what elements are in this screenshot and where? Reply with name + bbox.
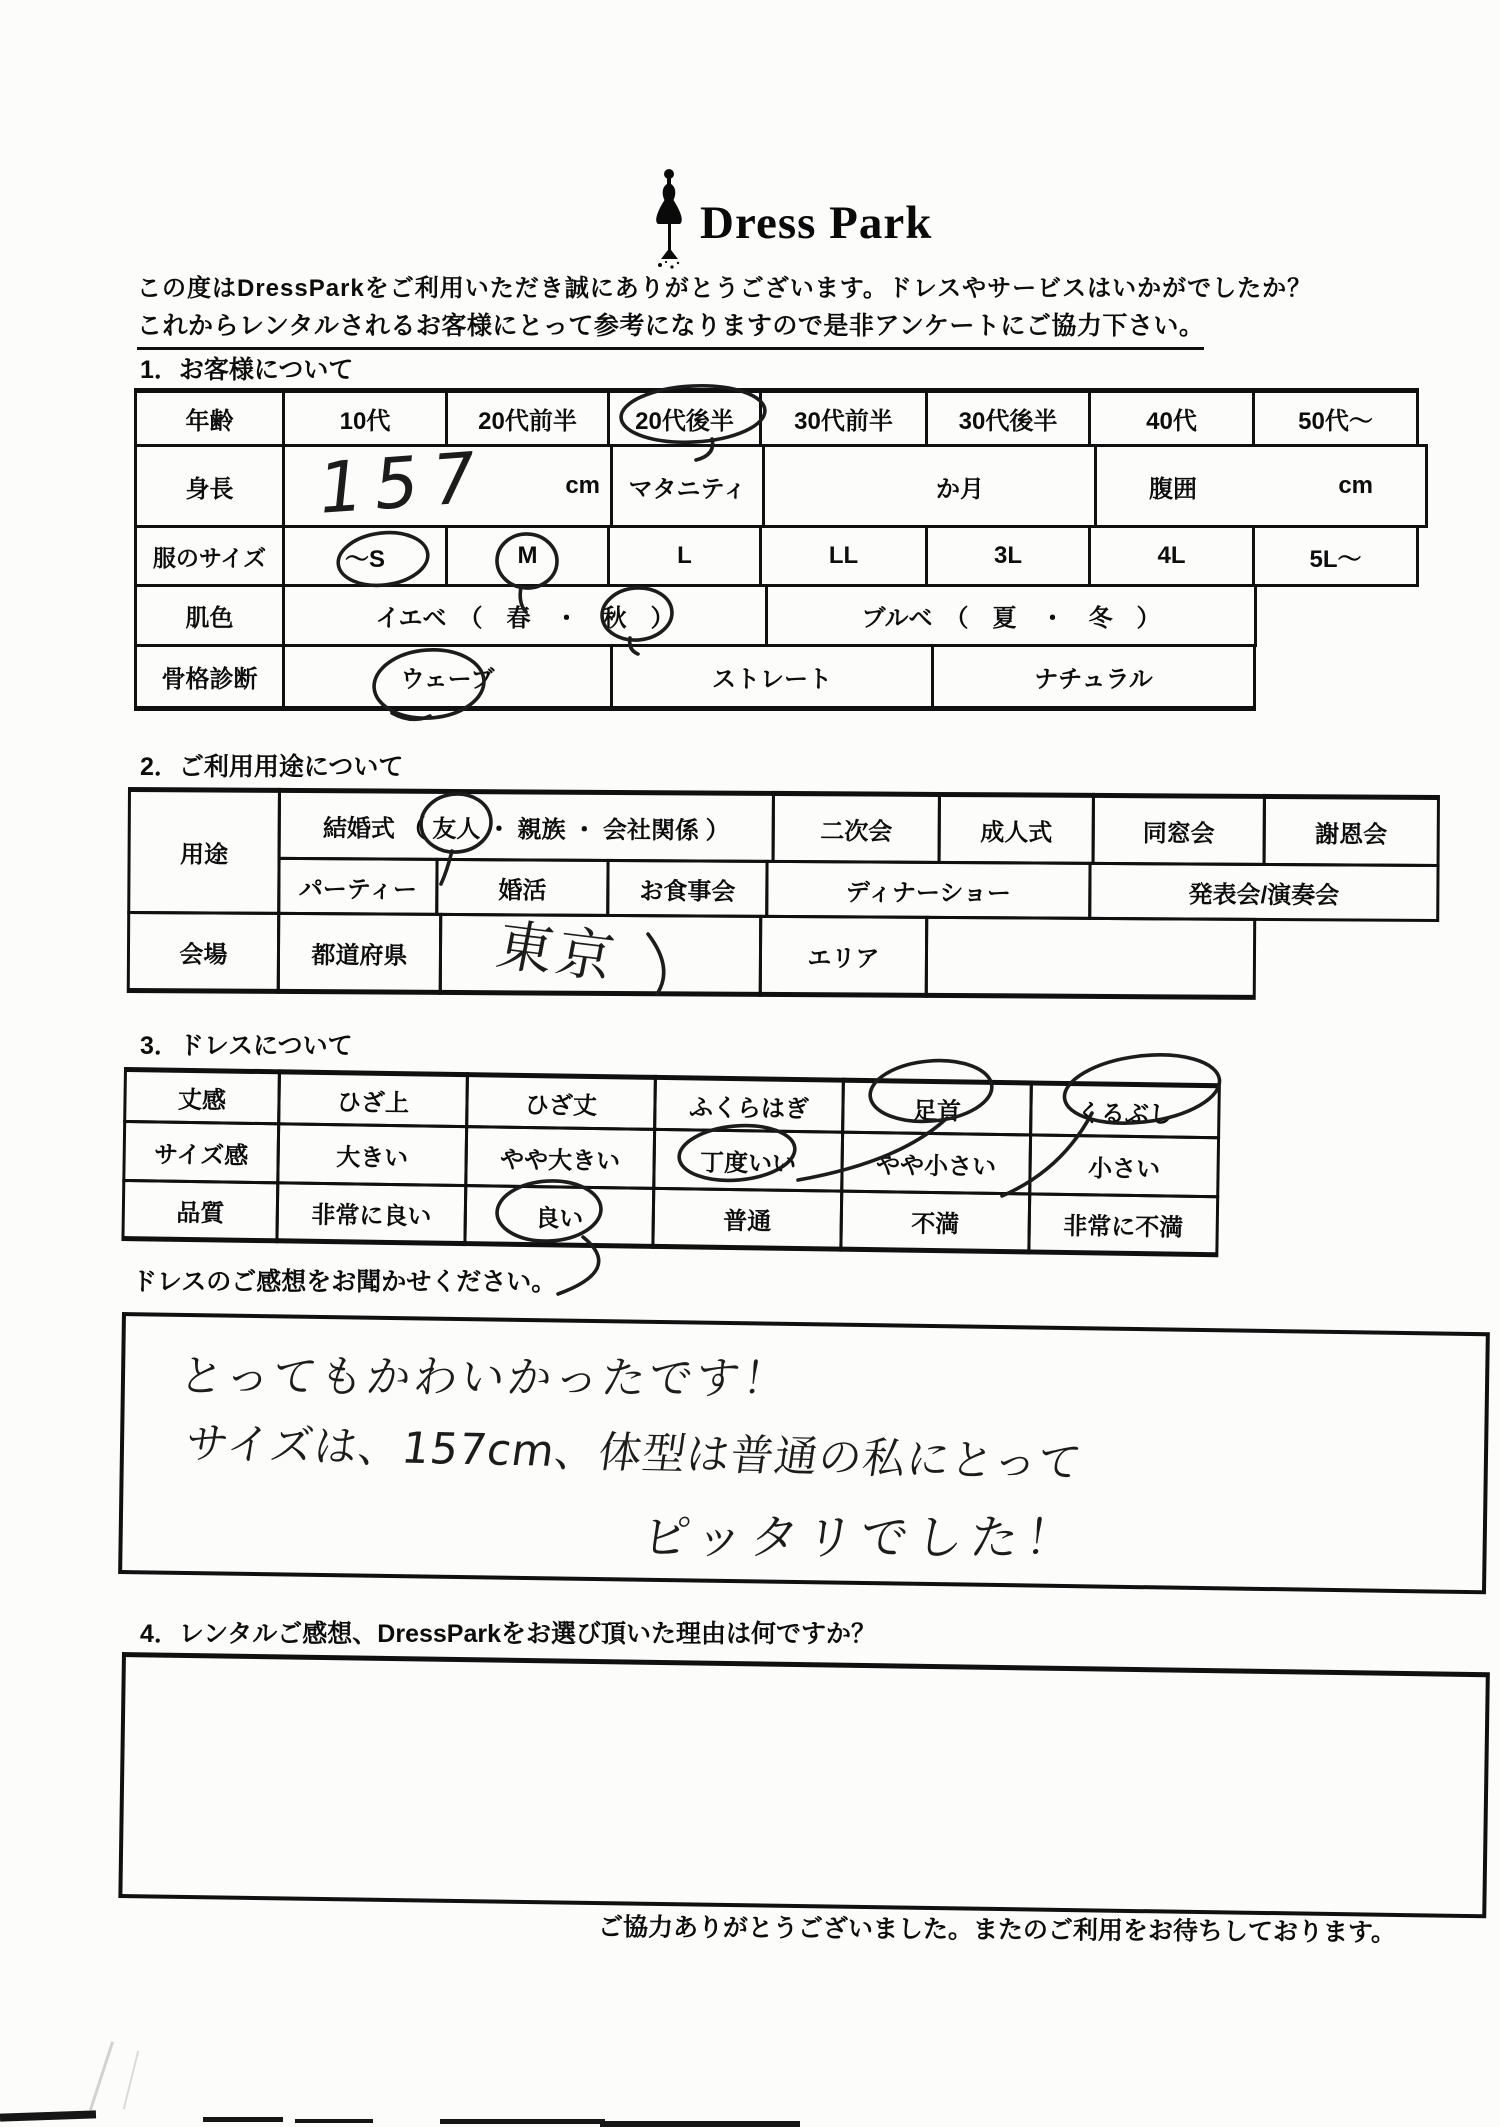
- purpose-option-afterparty: 二次会: [772, 791, 941, 864]
- skin-tone-row: [134, 584, 1428, 647]
- length-option-knee: ひざ丈: [465, 1072, 657, 1131]
- customer-info-table: [134, 388, 1428, 711]
- prefecture-label-cell: 都道府県: [277, 912, 442, 995]
- dress-table: [121, 1067, 1220, 1257]
- frame-option-wave: ウェーブ: [282, 644, 613, 711]
- age-row: [134, 388, 1428, 447]
- frame-label-cell: 骨格診断: [134, 644, 285, 711]
- logo: [650, 168, 932, 272]
- fit-option-bit-small: やや小さい: [840, 1131, 1032, 1196]
- purpose-option-party: パーティー: [277, 857, 438, 916]
- length-label-cell: 丈感: [123, 1067, 281, 1125]
- size-option-m: M: [445, 525, 610, 587]
- purpose-option-reunion: 同窓会: [1092, 793, 1266, 866]
- quality-label-cell: 品質: [121, 1179, 279, 1243]
- section3-heading: 3．ドレスについて: [140, 1032, 353, 1060]
- age-option-50s: 50代～: [1252, 388, 1419, 447]
- size-option-5l: 5L～: [1252, 525, 1419, 587]
- scan-artifact: [0, 2110, 96, 2121]
- girth-unit: cm: [1338, 472, 1373, 499]
- skin-option-yellow-base: イエベ （ 春 ・ 秋 ）: [282, 584, 768, 647]
- age-option-10s: 10代: [282, 388, 448, 447]
- purpose-label-cell: 用途: [127, 787, 281, 915]
- fit-option-large: 大きい: [276, 1122, 468, 1187]
- scan-artifact: [600, 2121, 800, 2127]
- circle-frame-wave-tail: [392, 713, 430, 719]
- feedback-prompt: ドレスのご感想をお聞かせください。: [132, 1268, 557, 1296]
- height-label-cell: 身長: [134, 444, 285, 528]
- scan-artifact: [123, 2051, 139, 2110]
- quality-option-unsatisfied: 不満: [839, 1190, 1031, 1255]
- section1-heading: 1．お客様について: [140, 356, 354, 384]
- purpose-option-wedding: 結婚式 （ 友人 ・ 親族 ・ 会社関係 ）: [278, 788, 775, 863]
- clothing-size-row: [134, 525, 1428, 587]
- handwritten-feedback-line-1: とってもかわいかったです！: [176, 1351, 793, 1405]
- scan-artifact: [295, 2119, 373, 2123]
- size-option-4l: 4L: [1088, 525, 1255, 587]
- frame-option-natural: ナチュラル: [931, 644, 1256, 711]
- age-label-cell: 年齢: [134, 388, 285, 447]
- purpose-option-dinner: お食事会: [606, 859, 768, 918]
- length-option-calf: ふくらはぎ: [653, 1075, 845, 1134]
- quality-option-normal: 普通: [651, 1187, 843, 1252]
- venue-row: [127, 911, 1439, 1001]
- dress-form-icon: [650, 168, 690, 272]
- purpose-option-coming-of-age: 成人式: [938, 792, 1095, 865]
- purpose-option-thanks-party: 謝恩会: [1263, 794, 1440, 867]
- handwritten-feedback-line-3: ピッタリでした！: [638, 1509, 1084, 1567]
- handwritten-prefecture-value: 東京: [491, 913, 623, 992]
- purpose-option-recital: 発表会/演奏会: [1088, 862, 1439, 922]
- size-option-s: ～S: [282, 525, 448, 587]
- intro-line-1: この度はDressParkをご利用いただき誠にありがとうございます。ドレスやサービスはいかがでしたか？: [137, 275, 1313, 302]
- skin-label-cell: 肌色: [134, 584, 285, 647]
- purpose-rows: [127, 787, 1440, 922]
- fit-option-bit-large: やや大きい: [464, 1125, 656, 1190]
- skin-option-blue-base: ブルベ （ 夏 ・ 冬 ）: [765, 584, 1257, 647]
- age-option-30s-early: 30代前半: [759, 388, 928, 447]
- length-option-above-knee: ひざ上: [277, 1069, 469, 1128]
- venue-label-cell: 会場: [127, 911, 280, 994]
- height-unit: cm: [565, 472, 600, 499]
- logo-text: Dress Park: [700, 197, 933, 249]
- purpose-option-dinner-show: ディナーショー: [765, 860, 1091, 920]
- scan-artifact: [203, 2117, 283, 2122]
- handwritten-height-value: 157: [313, 435, 492, 531]
- fit-option-just-right: 丁度いい: [652, 1128, 844, 1193]
- intro-line-2: これからレンタルされるお客様にとって参考になりますので是非アンケートにご協力下さい。: [137, 306, 1204, 350]
- length-option-anklebone: くるぶし: [1029, 1080, 1221, 1139]
- girth-label: 腹囲: [1149, 475, 1197, 503]
- feedback-answer-box: [118, 1312, 1490, 1594]
- handwritten-feedback-line-2: サイズは、157cm、体型は普通の私にとって: [181, 1418, 1086, 1489]
- section4-heading: 4．レンタルご感想、DressParkをお選び頂いた理由は何ですか？: [140, 1620, 876, 1648]
- quality-option-very-good: 非常に良い: [275, 1181, 467, 1246]
- quality-option-good: 良い: [463, 1184, 655, 1249]
- size-label-cell: 服のサイズ: [134, 525, 285, 587]
- length-option-ankle: 足首: [841, 1078, 1033, 1137]
- quality-option-very-unsatisfied: 非常に不満: [1027, 1192, 1219, 1257]
- fit-option-small: 小さい: [1028, 1133, 1220, 1198]
- purpose-option-konkatsu: 婚活: [435, 858, 609, 917]
- age-option-20s-early: 20代前半: [445, 388, 610, 447]
- area-value-cell: [925, 916, 1256, 1000]
- purpose-row-1: [278, 788, 1440, 867]
- girth-cell: [1094, 444, 1428, 528]
- fit-label-cell: サイズ感: [122, 1120, 280, 1184]
- maternity-cell: マタニティ: [610, 444, 765, 528]
- section2-heading: 2．ご利用用途について: [140, 753, 404, 781]
- maternity-months-cell: か月: [762, 444, 1097, 528]
- scan-artifact: [440, 2119, 605, 2124]
- size-option-l: L: [607, 525, 762, 587]
- area-label-cell: エリア: [759, 915, 928, 998]
- age-option-40s: 40代: [1088, 388, 1255, 447]
- frame-option-straight: ストレート: [610, 644, 934, 711]
- age-option-20s-late: 20代後半: [607, 388, 762, 447]
- usage-table: [127, 787, 1440, 1001]
- size-option-ll: LL: [759, 525, 928, 587]
- size-option-3l: 3L: [925, 525, 1091, 587]
- reason-answer-box: [118, 1652, 1489, 1918]
- frame-diagnosis-row: [134, 644, 1428, 711]
- scan-artifact: [89, 2041, 114, 2110]
- footer-thanks: ご協力ありがとうございました。またのご利用をお待ちしております。: [597, 1913, 1397, 1947]
- age-option-30s-late: 30代後半: [925, 388, 1091, 447]
